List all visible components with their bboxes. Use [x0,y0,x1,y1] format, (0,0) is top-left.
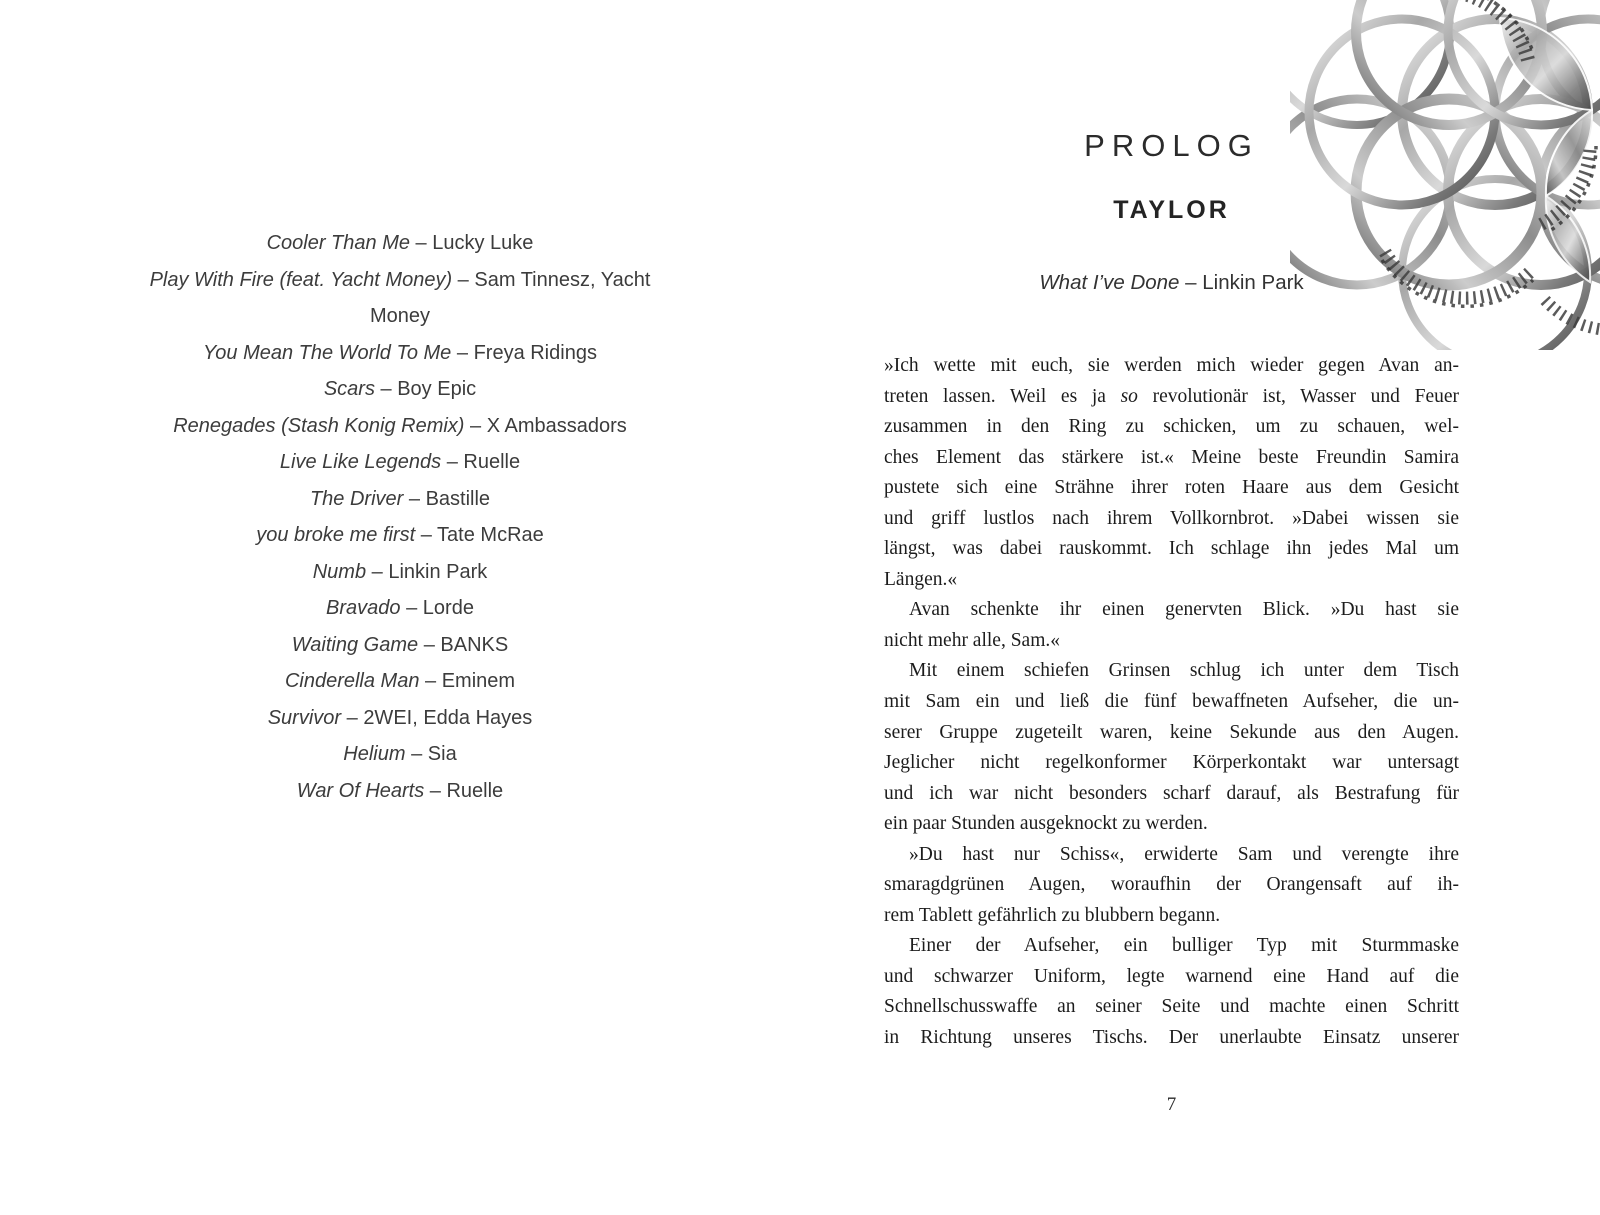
title-artist-separator: – [341,706,364,729]
paragraph [884,351,1459,595]
title-artist-separator: – [424,779,447,802]
title-artist-separator: – [415,524,438,546]
text-line: Längen.« [884,568,958,590]
title-artist-separator: – [405,743,428,765]
song-title: Survivor [267,706,342,729]
playlist [130,225,670,809]
text-line: treten lassen. Weil es ja so revolutionär ist, Wasser und Feuer [884,385,1459,407]
song-title: Scars [323,378,375,400]
playlist-entry [130,408,670,445]
playlist-entry [130,481,670,518]
text-line: ches Element das stärkere ist.« Meine beste Freundin Samira [884,446,1459,468]
text-line: smaragdgrünen Augen, woraufhin der Orangensaft auf ih- [884,874,1459,896]
title-artist-separator: – [403,487,426,510]
song-title: Bravado [326,597,401,619]
song-title: You Mean The World To Me [203,341,452,364]
song-title: Helium [343,743,406,765]
pov-name: TAYLOR [1113,196,1230,224]
song-artist: Ruelle [446,779,504,802]
epigraph-separator: – [1179,271,1203,294]
song-title: War Of Hearts [296,779,425,802]
playlist-entry [130,736,670,773]
title-artist-separator: – [451,341,474,364]
title-artist-separator: – [418,633,441,656]
chapter-title: PROLOG [1084,128,1259,163]
text-line: und ich war nicht besonders scharf darauf, als Bestrafung für [884,782,1459,804]
song-artist: Sia [427,743,457,765]
song-title: Waiting Game [291,633,419,656]
song-title: The Driver [309,487,404,510]
song-artist: Lorde [422,597,474,619]
paragraph [884,595,1459,656]
song-title: you broke me first [256,524,416,546]
song-title: Cinderella Man [284,670,420,692]
playlist-entry [130,554,670,591]
song-artist: Boy Epic [397,378,477,400]
playlist-entry [130,335,670,372]
title-artist-separator: – [400,597,423,619]
text-line: pustete sich eine Strähne ihrer roten Haare aus dem Gesicht [884,477,1459,499]
playlist-entry [130,371,670,408]
song-artist: Tate McRae [437,524,544,546]
text-line: mit Sam ein und ließ die fünf bewaffneten Aufseher, die un- [884,691,1459,713]
text-line: längst, was dabei rauskommt. Ich schlage ihn jedes Mal um [884,538,1459,560]
song-artist: Lucky Luke [432,232,534,254]
song-artist: Eminem [441,670,516,692]
playlist-entry [130,663,670,700]
playlist-entry [130,262,670,335]
paragraph [884,656,1459,839]
song-artist: Freya Ridings [473,341,597,364]
song-artist: Bastille [425,487,491,510]
text-line: und griff lustlos nach ihrem Vollkornbrot. »Dabei wissen sie [884,507,1459,529]
song-artist: Ruelle [463,451,521,473]
song-artist: Linkin Park [388,560,488,583]
title-artist-separator: – [452,268,475,291]
playlist-entry [130,517,670,554]
song-title: Cooler Than Me [266,232,410,254]
text-line: ein paar Stunden ausgeknockt zu werden. [884,813,1208,835]
text-line: »Ich wette mit euch, sie werden mich wieder gegen Avan an- [884,355,1459,376]
text-line: zusammen in den Ring zu schicken, um zu schauen, wel- [884,416,1459,438]
text-line: Einer der Aufseher, ein bulliger Typ mit Sturmmaske [909,935,1459,957]
text-line: Avan schenkte ihr einen genervten Blick. »Du hast sie [909,599,1459,621]
epigraph-song-title: What I’ve Done [1039,271,1180,294]
page-number: 7 [1166,1094,1177,1115]
epigraph-artist: Linkin Park [1202,271,1304,294]
text-line: Schnellschusswaffe an seiner Seite und machte einen Schritt [884,996,1459,1018]
text-line: serer Gruppe zugeteilt waren, keine Sekunde aus den Augen. [884,721,1459,743]
paragraph [884,931,1459,1053]
playlist-entry [130,225,670,262]
title-artist-separator: – [409,232,433,254]
text-line: Mit einem schiefen Grinsen schlug ich unter dem Tisch [909,660,1459,682]
playlist-entry [130,627,670,664]
title-artist-separator: – [374,378,398,400]
title-artist-separator: – [419,670,442,692]
text-line: rem Tablett gefährlich zu blubbern begann. [884,904,1221,926]
text-line: und schwarzer Uniform, legte warnend eine Hand auf die [884,965,1459,987]
title-artist-separator: – [441,451,464,473]
text-line: »Du hast nur Schiss«, erwiderte Sam und verengte ihre [909,843,1459,865]
text-line: nicht mehr alle, Sam.« [884,629,1060,651]
song-artist: Sam Tinnesz, Yacht Money [369,268,651,327]
text-line: Jeglicher nicht regelkonformer Körperkontakt war untersagt [884,752,1459,774]
playlist-entry [130,700,670,737]
song-title: Play With Fire (feat. Yacht Money) [149,268,453,291]
song-artist: 2WEI, Edda Hayes [363,706,533,729]
playlist-entry [130,444,670,481]
song-title: Numb [312,560,367,583]
song-title: Live Like Legends [279,451,442,473]
song-artist: BANKS [440,633,509,656]
playlist-entry [130,590,670,627]
body-text [884,351,1459,1054]
playlist-entry [130,773,670,810]
title-artist-separator: – [366,560,389,583]
song-artist: X Ambassadors [486,414,627,437]
seed-of-life-dna-ornament-icon [1290,0,1600,350]
paragraph [884,840,1459,932]
title-artist-separator: – [464,414,487,437]
song-title: Renegades (Stash Konig Remix) [173,414,465,437]
text-line: in Richtung unseres Tischs. Der unerlaubte Einsatz unserer [884,1027,1459,1049]
